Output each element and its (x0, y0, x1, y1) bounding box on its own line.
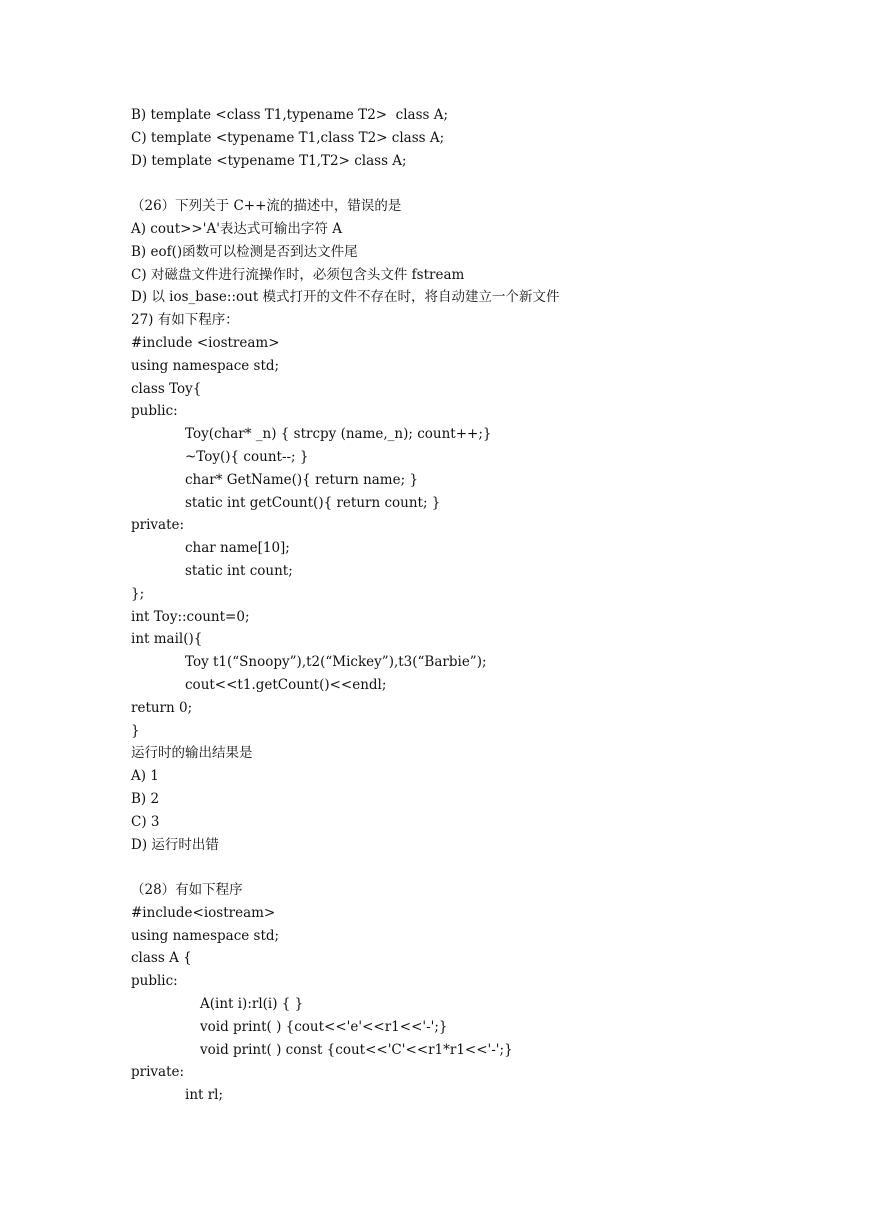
code-line: private: (131, 1064, 185, 1081)
code-line: private: (131, 517, 185, 534)
q26-option-c: C) 对磁盘文件进行流操作时，必须包含头文件 fstream (131, 266, 465, 283)
code-line: public: (131, 973, 178, 990)
code-line: Toy(char* _n) { strcpy (name,_n); count++;} (185, 426, 492, 443)
q27-option-c: C) 3 (131, 813, 160, 830)
q26-option-d: D) 以 ios_base::out 模式打开的文件不存在时，将自动建立一个新文件 (131, 289, 560, 306)
code-line: int rl; (185, 1087, 224, 1104)
code-line: void print( ) {cout<<'e'<<r1<<'-';} (200, 1018, 448, 1035)
code-line: int mail(){ (131, 631, 203, 648)
q27-prompt: 运行时的输出结果是 (131, 745, 253, 762)
code-line: A(int i):rl(i) { } (200, 996, 304, 1013)
q25-option-d: D) template <typename T1,T2> class A; (131, 152, 407, 169)
document-content (131, 104, 831, 1107)
code-line: using namespace std; (131, 357, 280, 374)
spacer (131, 172, 831, 195)
code-line: }; (131, 585, 145, 602)
q26-question: （26）下列关于 C++流的描述中，错误的是 (131, 198, 402, 215)
q27-option-b: B) 2 (131, 790, 160, 807)
q25-option-c: C) template <typename T1,class T2> class A; (131, 129, 445, 146)
code-line: char* GetName(){ return name; } (185, 471, 419, 488)
code-line: public: (131, 403, 178, 420)
q26-option-a: A) cout>>'A'表达式可输出字符 A (131, 220, 342, 237)
q27-option-d: D) 运行时出错 (131, 836, 219, 853)
code-line: using namespace std; (131, 927, 280, 944)
code-line: ~Toy(){ count--; } (185, 448, 309, 465)
code-line: int Toy::count=0; (131, 608, 250, 625)
code-line: Toy t1(“Snoopy”),t2(“Mickey”),t3(“Barbie”); (185, 654, 487, 671)
q27-question: 27) 有如下程序： (131, 312, 239, 329)
q27-option-a: A) 1 (131, 768, 159, 785)
code-line: return 0; (131, 699, 193, 716)
code-line: class A { (131, 950, 192, 967)
code-line: char name[10]; (185, 540, 290, 557)
code-line: void print( ) const {cout<<'C'<<r1*r1<<'-';} (200, 1041, 513, 1058)
spacer (131, 856, 831, 879)
q28-question: （28）有如下程序 (131, 882, 243, 899)
code-line: cout<<t1.getCount()<<endl; (185, 676, 387, 693)
code-line: #include <iostream> (131, 334, 280, 351)
q25-option-b: B) template <class T1,typename T2> class A; (131, 107, 449, 123)
code-line: class Toy{ (131, 380, 202, 397)
code-line: static int getCount(){ return count; } (185, 494, 441, 511)
code-line: static int count; (185, 562, 293, 579)
q26-option-b: B) eof()函数可以检测是否到达文件尾 (131, 243, 358, 260)
code-line: } (131, 722, 140, 739)
code-line: #include<iostream> (131, 904, 276, 921)
